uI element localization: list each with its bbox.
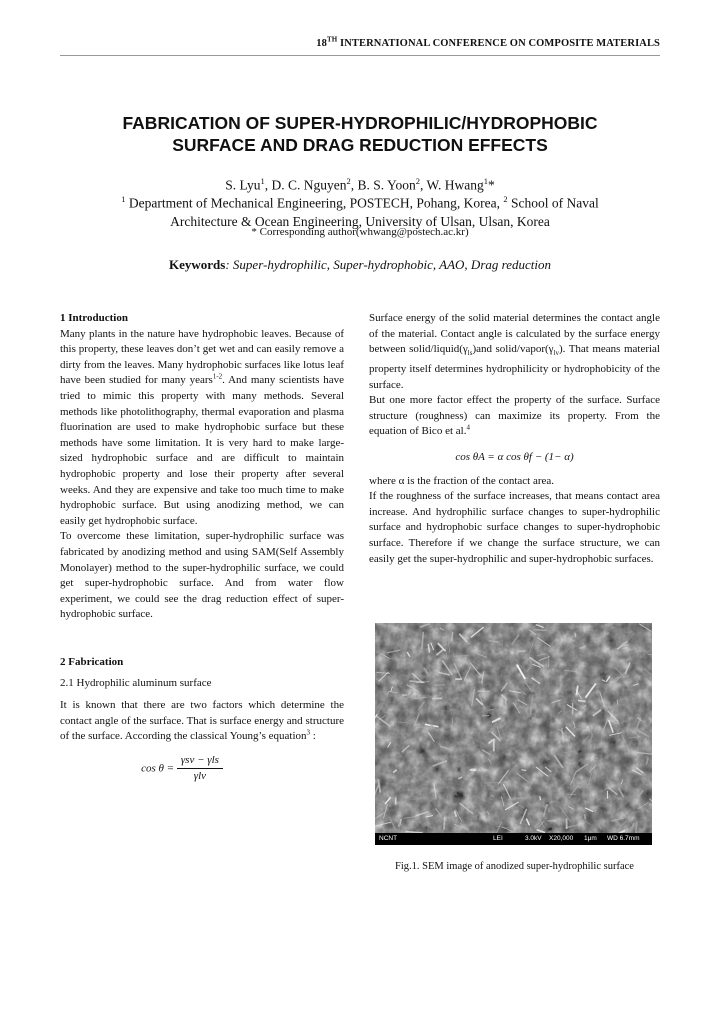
sem-flake <box>481 770 486 771</box>
sem-flake <box>434 685 445 686</box>
roughness-paragraph: If the roughness of the surface increases, that means contact area increase. And hydrophilic surface changes to super-hydrophilic surface and hydrophobic surface changes to super-hydrophobic surface. Therefore if we change the surface structure, we can easily get the super-hydrophilic and super-hydrophobic surfaces. <box>369 490 660 565</box>
alpha-definition: where α is the fraction of the contact area. <box>369 474 555 487</box>
structure-paragraph: But one more factor effect the property of the surface. Surface structure (roughness) can maximize its property. From the equation of Bico et al.$^4$ <box>369 394 660 438</box>
right-column <box>369 311 660 567</box>
intro-paragraph-1: Many plants in the nature have hydrophobic leaves. Because of this property, these leaves don’t get wet and can easily remove a dirty from the leaves. Many hydrophobic surfaces like lotus leaf have been studied for many years$^{1-2}$. And many scientists have tried to mimic this property with many methods. Several methods like photolithography, thermal evaporation and plasma fluorination are used to make hydrophobic surface but these methods have some limitation. It is very hard to make large-sized hydrophobic surface and are difficult to maintain hydrophobic property and lose their property after several weeks. And they are expensive and take too much time to make hydrophobic surface. But using anodizing method, we can easily get hydrophobic surface. <box>60 327 345 527</box>
sem-flake <box>591 766 592 773</box>
sem-flake <box>505 697 506 705</box>
sem-flake <box>540 796 541 800</box>
title-line-2: SURFACE AND DRAG REDUCTION EFFECTS <box>172 135 548 155</box>
figure-caption: Fig.1. SEM image of anodized super-hydrophilic surface <box>395 861 634 872</box>
paper-title <box>60 112 660 156</box>
left-column <box>60 311 344 791</box>
conference-header: 18TH INTERNATIONAL CONFERENCE ON COMPOSITE MATERIALS <box>316 35 660 49</box>
section-heading-introduction: 1 Introduction <box>60 312 128 324</box>
intro-paragraph-2: To overcome these limitation, super-hydrophilic surface was fabricated by anodizing method and using SAM(Self Assembly Monolayer) method to the super-hydrophilic surface, we could get super-hydrophobic surface. And from water flow experiment, we could see the drag reduction effect of super-hydrophobic surface. <box>60 530 344 621</box>
sem-flake <box>478 691 490 692</box>
young-equation: cos θ = $\frac{\text{γsv − γls}}{\text{γlv}}$ <box>20 753 344 785</box>
sem-flake <box>416 727 420 728</box>
sem-flake <box>575 633 576 637</box>
affiliations: $^1$ Department of Mechanical Engineering, POSTECH, Pohang, Korea, $^2$ School of Naval Architecture & Ocean Engineering, University of Ulsan, Ulsan, Korea <box>121 194 599 229</box>
header-rule <box>60 55 660 56</box>
bico-equation: cos θA = α cos θf − (1− α) <box>455 450 574 463</box>
sem-image <box>375 623 652 845</box>
corresponding-author: * Corresponding author(whwang@postech.ac.kr) <box>251 226 469 238</box>
sem-flake <box>585 814 586 819</box>
section-heading-fabrication: 2 Fabrication <box>60 655 124 668</box>
subsection-heading: 2.1 Hydrophilic aluminum surface <box>60 677 212 690</box>
sem-info-bar: NCNT LEI 3.0kV X20,000 1μm WD 6.7mm <box>375 833 652 845</box>
author-list: S. Lyu$^1$, D. C. Nguyen$^2$, B. S. Yoon$^2$, W. Hwang$^1$* <box>225 176 495 193</box>
sem-flake <box>534 630 546 631</box>
sem-flake <box>444 817 445 829</box>
sem-texture <box>375 623 652 833</box>
keywords: Keywords: Super-hydrophilic, Super-hydrophobic, AAO, Drag reduction <box>169 257 551 272</box>
surface-energy-paragraph: Surface energy of the solid material determines the contact angle of the material. Contact angle is calculated by the surface energy between solid/$liquid(\gamma_{ls})and$ solid/$vapor(\gamma_{lv})$. That means material property itself determines hydrophilicity or hydrophobicity of the surface. <box>369 312 660 391</box>
title-line-1: FABRICATION OF SUPER-HYDROPHILIC/HYDROPHOBIC <box>122 113 598 133</box>
sem-flake <box>521 770 526 771</box>
fabrication-paragraph: It is known that there are two factors which determine the contact angle of the surface. That is surface energy and structure of the surface. According the classical Young’s equation$^3$ : <box>60 699 344 743</box>
